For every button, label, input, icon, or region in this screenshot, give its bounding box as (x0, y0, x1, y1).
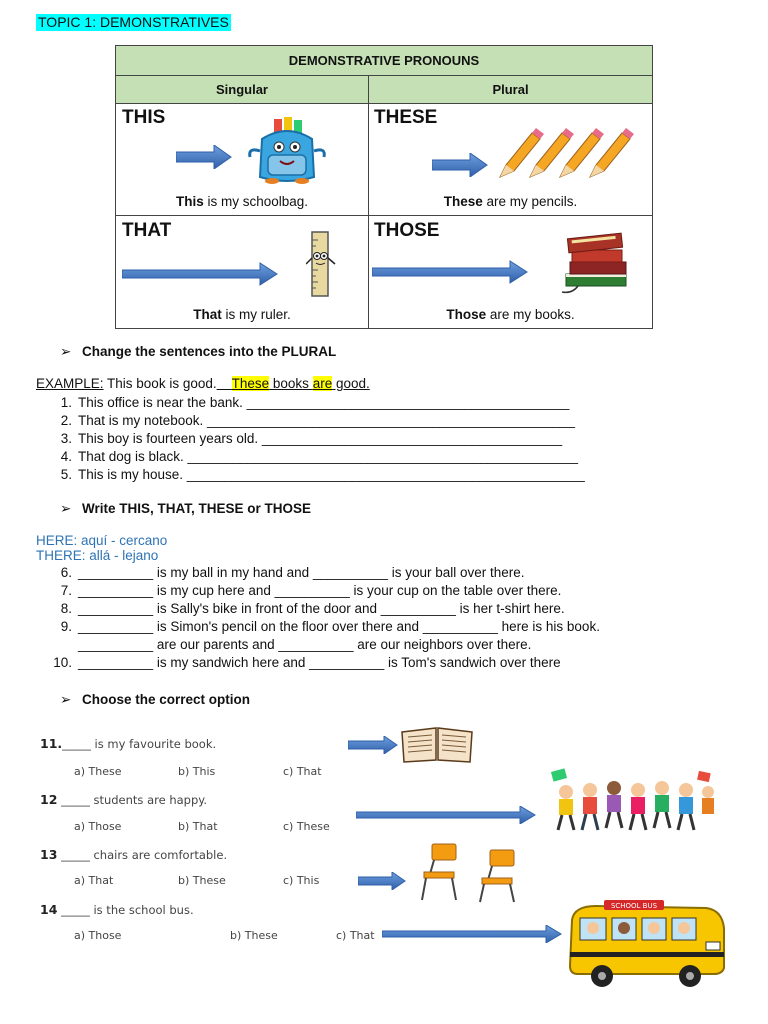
option-b[interactable]: b) These (178, 874, 226, 887)
arrow-icon (122, 262, 278, 286)
table-title: DEMONSTRATIVE PRONOUNS (116, 46, 652, 76)
word-those: THOSE (374, 220, 440, 241)
sentence-these: These are my pencils. (443, 194, 578, 209)
list-item[interactable]: 5. This is my house. _____________________________________________________ (60, 467, 585, 482)
schoolbag-icon (244, 117, 330, 185)
there-note: THERE: allá - lejano (36, 548, 159, 563)
arrow-icon (356, 806, 536, 824)
list-item[interactable]: 4. That dog is black. ____________________________________________________ (60, 449, 578, 464)
section-heading: ➢ Choose the correct option (60, 692, 251, 707)
option-c[interactable]: c) That (336, 929, 375, 942)
list-item[interactable]: 2. That is my notebook. _________________________________________________ (60, 413, 575, 428)
option-c[interactable]: c) That (283, 765, 322, 778)
option-c[interactable]: c) These (283, 820, 330, 833)
arrow-icon (358, 872, 406, 890)
example-line: EXAMPLE: This book is good. These books are good. (36, 376, 370, 391)
demonstratives-table (115, 45, 653, 329)
list-item[interactable]: 1. This office is near the bank. ___________________________________________ (60, 395, 570, 410)
open-book-icon (400, 726, 474, 764)
word-this: THIS (122, 107, 166, 128)
list-item[interactable]: 8. __________ is Sally's bike in front of the door and __________ is her t-shirt here. (60, 601, 565, 616)
list-item[interactable]: 6. __________ is my ball in my hand and __________ is your ball over there. (60, 565, 525, 580)
cell-those (368, 216, 653, 329)
arrow-icon (432, 153, 488, 177)
arrow-icon (176, 145, 232, 169)
school-bus-icon (566, 898, 730, 990)
col-plural: Plural (369, 76, 652, 104)
option-b[interactable]: b) That (178, 820, 218, 833)
here-note: HERE: aquí - cercano (36, 533, 168, 548)
happy-students-icon (548, 768, 718, 834)
ruler-icon (306, 230, 336, 300)
section-heading: ➢ Change the sentences into the PLURAL (60, 344, 337, 359)
question-12: 12 _____ students are happy. (40, 792, 208, 807)
pencils-icon (496, 125, 636, 181)
question-11: 11._____ is my favourite book. (40, 736, 217, 751)
option-a[interactable]: a) Those (74, 820, 122, 833)
option-b[interactable]: b) These (230, 929, 278, 942)
sentence-this: This is my schoolbag. (175, 194, 309, 209)
sentence-that: That is my ruler. (193, 307, 291, 322)
arrow-icon (382, 925, 562, 943)
list-item[interactable]: 10. __________ is my sandwich here and __________ is Tom's sandwich over there (53, 655, 561, 670)
option-b[interactable]: b) This (178, 765, 216, 778)
topic-title: TOPIC 1: DEMONSTRATIVES (38, 14, 229, 30)
word-that: THAT (122, 220, 172, 241)
cell-these (368, 103, 653, 216)
question-13: 13 _____ chairs are comfortable. (40, 847, 228, 862)
option-a[interactable]: a) That (74, 874, 114, 887)
cell-that (116, 216, 369, 329)
demonstrative-exercise-list (48, 565, 600, 673)
books-icon (558, 230, 634, 296)
arrow-icon (372, 260, 528, 284)
question-14: 14 _____ is the school bus. (40, 902, 194, 917)
option-a[interactable]: a) Those (74, 929, 122, 942)
list-item[interactable]: 3. This boy is fourteen years old. ________________________________________ (60, 431, 563, 446)
option-c[interactable]: c) This (283, 874, 320, 887)
arrow-icon (348, 736, 398, 754)
option-a[interactable]: a) These (74, 765, 122, 778)
bus-sign: SCHOOL BUS (610, 902, 658, 910)
list-item[interactable]: __________ are our parents and __________ are our neighbors over there. (78, 637, 532, 652)
list-item[interactable]: 7. __________ is my cup here and __________ is your cup on the table over there. (60, 583, 562, 598)
word-these: THESE (374, 107, 438, 128)
cell-this (116, 103, 369, 216)
plural-exercise-list (48, 395, 585, 485)
col-singular: Singular (116, 76, 369, 104)
list-item[interactable]: 9. __________ is Simon's pencil on the floor over there and __________ here is his book. (60, 619, 600, 634)
section-heading: ➢ Write THIS, THAT, THESE or THOSE (60, 501, 312, 516)
chairs-icon (418, 840, 530, 904)
sentence-those: Those are my books. (446, 307, 575, 322)
